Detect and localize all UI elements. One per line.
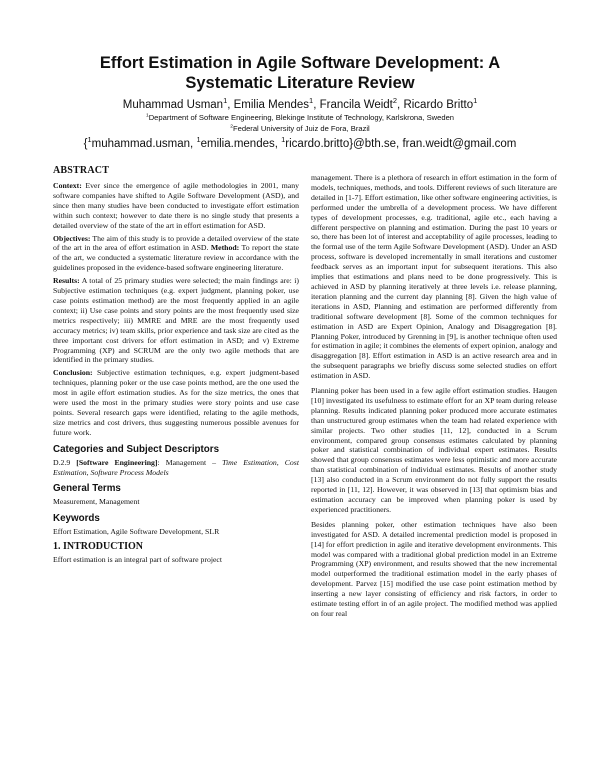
email-mark: 1	[87, 135, 92, 145]
author-emails	[40, 137, 560, 151]
introduction-text: Effort estimation is an integral part of software project	[53, 555, 223, 565]
author-separator: ,	[313, 99, 320, 111]
right-column	[311, 173, 557, 773]
affiliation-mark: 2	[230, 124, 233, 130]
method-text: To report the state of the art, we conducted a systematic literature review in accordance with the guidelines proposed in the evidence-based software engineering literature.	[53, 243, 299, 273]
author-affiliation-mark: 2	[392, 96, 398, 106]
author-affiliation-mark: 1	[473, 96, 478, 106]
context-label: Context:	[53, 181, 82, 190]
affiliation-1	[40, 113, 560, 123]
abstract-context	[53, 181, 299, 231]
results-text: A total of 25 primary studies were selected; the main findings are: i) Subjective estimation techniques (e.g. expert judgment, planning poker, use case points estimation method) are the most frequently applied in an agile context; ii) Use case points and story points are the most frequently used size metrics respectively; iii) MMRE and MRE are the most frequently used accuracy metrics; iv) team skills, prior experience and task size are cited as the three important cost drivers for effort estimation in ASD; and v) Extreme Programming (XP) and SCRUM are the only two agile methods that are identified in the primary studies.	[53, 276, 299, 365]
affiliation-text: Federal University of Juiz de Fora, Brazil	[233, 124, 370, 133]
email-mark: 1	[196, 135, 201, 145]
categories-text	[53, 458, 299, 478]
title-line-2: Systematic Literature Review	[185, 74, 415, 92]
author-name: Francila Weidt	[319, 99, 393, 111]
categories-code: D.2.9	[53, 457, 77, 467]
abstract-objectives	[53, 234, 299, 274]
paper-title	[40, 53, 560, 93]
affiliation-2	[40, 124, 560, 134]
body-paragraph-1: management. There is a plethora of research in effort estimation in the form of models, techniques, methods, and tools. Different reviews of such literature are detailed in [1-7]. Effort estimation, like other software engineering activities, is performed under the umbrella of a development process. We have different types of development processes, e.g. traditional, agile etc., each having a different perspective on planning and estimation. During the past 10 years or so, there has been lot of interest and acceptability of agile processes, leading to the formal use of the term Agile Software Development (ASD). Under an ASD process, software is developed incrementally in small iterations and customer feedback serves as an important input for subsequent iterations. This also implies that estimations and plans need to be done progressively. This is achieved in ASD by planning iteratively at three levels i.e. release planning, iteration planning and the current day planning [8]. Given the high value of iterations in ASD, Planning and estimation are performed differently from traditional software development [8]. Some of the common techniques for estimation in ASD are Expert Opinion, Analogy and Disaggregation [8]. Planning Poker, introduced by Grenning in [9], is another technique often used for estimation in agile; it combines the elements of expert opinion, analogy and disaggregation [8]. Effort estimation in ASD is an active research area and in the subsequent paragraphs we briefly discuss some selected studies on effort estimation in ASD.	[311, 173, 557, 381]
categories-area: [Software Engineering]	[76, 457, 158, 467]
author-affiliation-mark: 1	[223, 96, 228, 106]
abstract-results	[53, 276, 299, 365]
general-terms-text: Measurement, Management	[53, 497, 140, 507]
affiliation-text: Department of Software Engineering, Blekinge Institute of Technology, Karlskrona, Sweden	[148, 113, 455, 122]
categories-heading: Categories and Subject Descriptors	[53, 443, 220, 455]
context-text: Ever since the emergence of agile methodologies in 2001, many software companies have shifted to Agile Software Development (ASD), and since then many studies have been conducted to investigate effort estimation within such context; however to date there is no single study that presents a detailed overview of the state of the art in effort estimation for ASD.	[53, 181, 299, 230]
conclusion-text: Subjective estimation techniques, e.g. expert judgment-based techniques, planning poker or the use case points method, are the one used the most in agile effort estimation studies. As for the size metrics, the ones that were used the most in the primary studies were story points and use case points. Several research gaps were identified, relating to the agile methods, size metrics and cost drivers, thus suggesting numerous possible avenues for future work.	[53, 368, 299, 437]
objectives-text: The aim of this study is to provide a detailed overview of the state of the art in the area of effort estimation in ASD.	[53, 233, 299, 253]
conclusion-label: Conclusion:	[53, 368, 93, 378]
author-name: Ricardo Britto	[403, 99, 474, 111]
affiliation-mark: 1	[145, 113, 149, 119]
author-list	[40, 98, 560, 112]
author-name: Emilia Mendes	[233, 99, 310, 111]
email-brace: {	[83, 138, 88, 150]
email-part: muhammad.usman,	[91, 138, 197, 150]
keywords-text: Effort Estimation, Agile Software Development, SLR	[53, 527, 220, 537]
email-part: emilia.mendes,	[200, 138, 282, 150]
introduction-heading: 1. INTRODUCTION	[53, 541, 144, 553]
results-label: Results:	[53, 276, 80, 286]
method-label: Method:	[210, 243, 240, 253]
author-separator: ,	[397, 99, 404, 111]
email-part: ricardo.britto}@bth.se, fran.weidt@gmail.com	[285, 138, 517, 150]
email-mark: 1	[281, 135, 286, 145]
body-paragraph-3: Besides planning poker, other estimation techniques have also been investigated for ASD. A detailed incremental prediction model is proposed in [14] for effort prediction in agile and iterative development environments. This model was compared with a traditional global prediction model in an Extreme Programming (XP) environment, and results showed that the new incremental model outperformed the traditional estimation model in the early phases of development. Parvez [15] modified the use case point estimation method by inserting a new layer consisting of efficiency and risk factors, in order to estimate testing effort in of an agile project. The modified method was applied on four real	[311, 519, 557, 618]
title-line-1: Effort Estimation in Agile Software Development: A	[99, 54, 501, 72]
categories-mid: : Management –	[157, 457, 223, 467]
categories-descriptors: Time Estimation, Cost Estimation, Software Process Models	[53, 457, 299, 477]
body-paragraph-2: Planning poker has been used in a few agile effort estimation studies. Haugen [10] investigated its usefulness to estimate effort for an XP team during release planning. Results indicated planning poker produced more accurate estimates than unstructured group estimates when the team had related experience with similar projects. Two other studies [11, 12], conducted in a Scrum environment, compared group consensus estimates calculated by planning poker and statistical combination of individual expert estimates. Results showed that group consensus estimates were less optimistic and more accurate than statistical combination of individual estimates. Results of another study [13] also conducted in a Scrum environment do not fully support the results reported in [11, 12]. However, it was observed in [13] that optimism bias and estimation accuracy can be improved when planning poker is used by experienced practitioners.	[311, 386, 557, 514]
author-separator: ,	[227, 99, 234, 111]
objectives-label: Objectives:	[53, 233, 91, 243]
keywords-heading: Keywords	[53, 513, 100, 525]
author-affiliation-mark: 1	[309, 96, 314, 106]
general-terms-heading: General Terms	[53, 483, 121, 495]
author-name: Muhammad Usman	[122, 99, 224, 111]
abstract-heading: ABSTRACT	[53, 165, 110, 176]
left-column	[53, 165, 299, 765]
abstract-conclusion	[53, 368, 299, 437]
